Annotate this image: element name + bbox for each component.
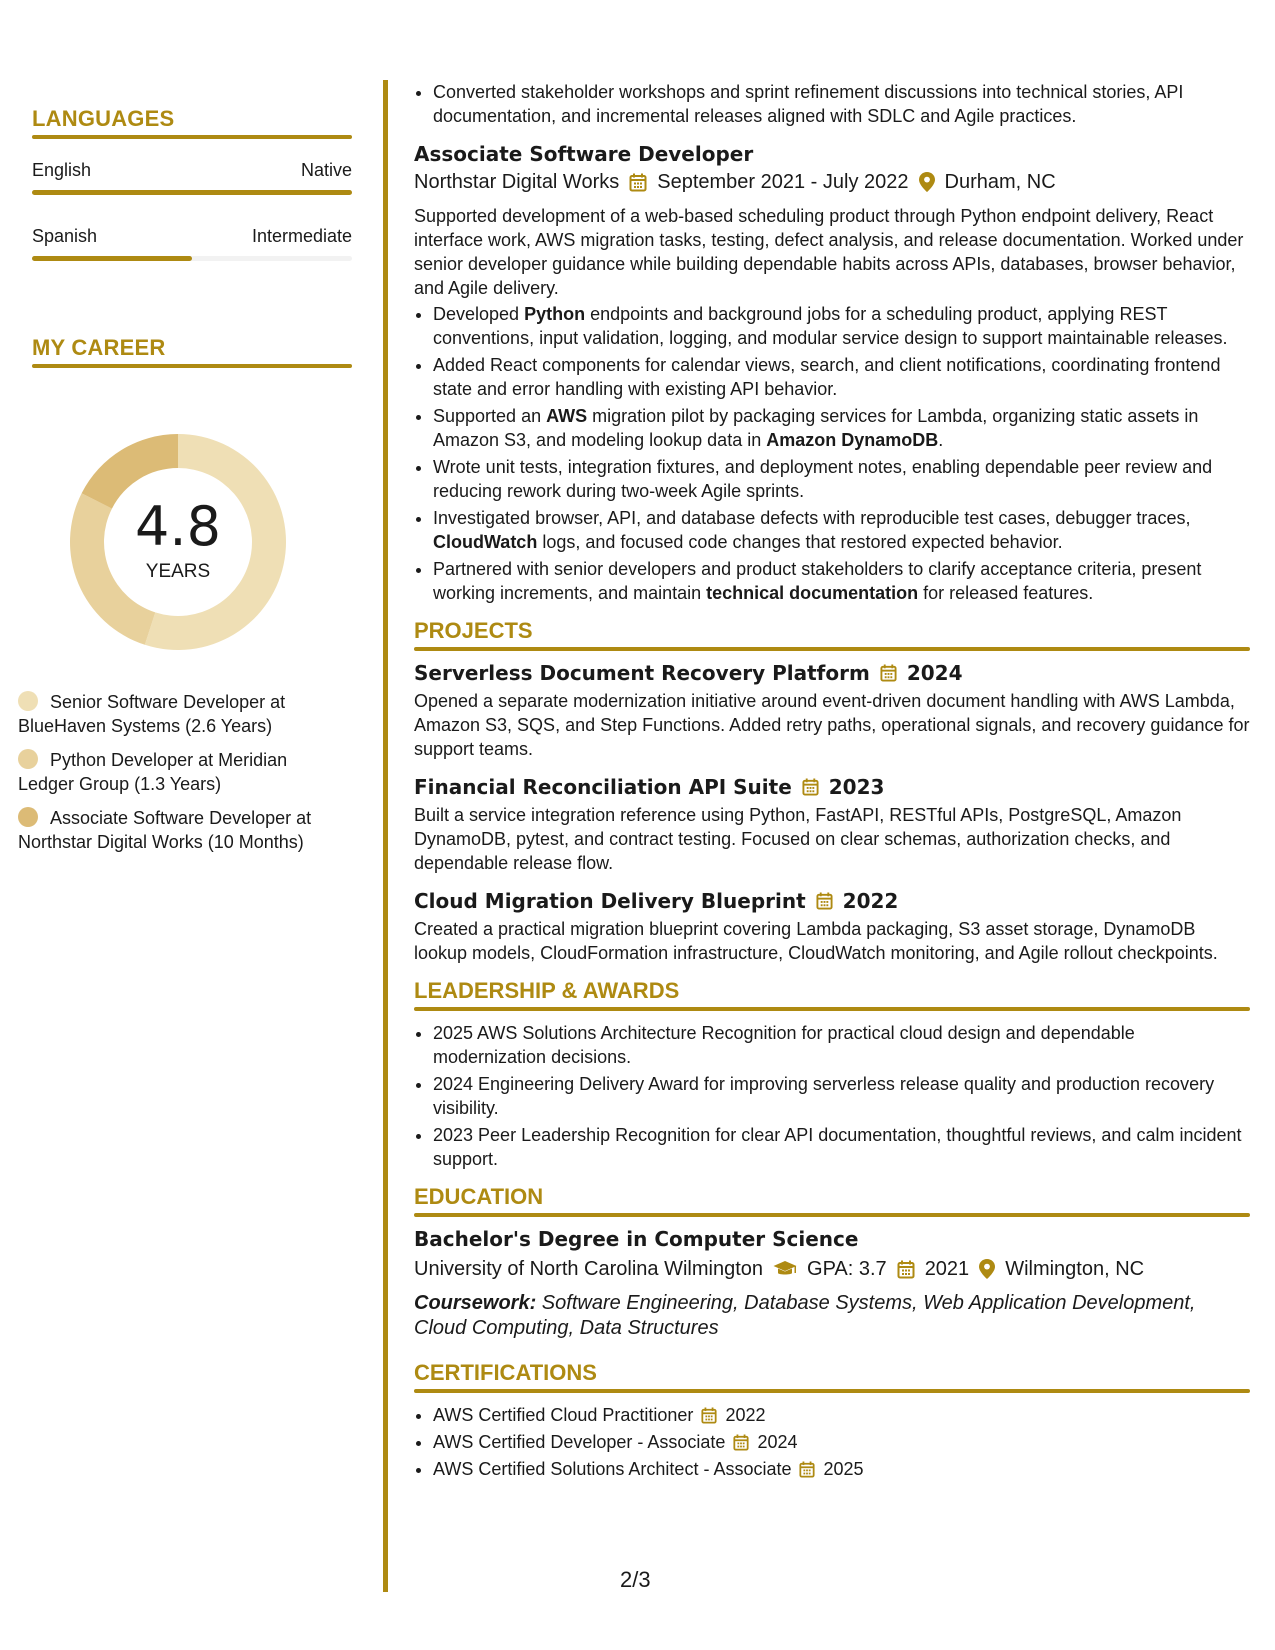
project-description: Created a practical migration blueprint covering Lambda packaging, S3 asset storage, DynamoDB lookup models, CloudFormation infrastructure, CloudWatch monitoring, and Agile rollout checkpoints. [414, 919, 1218, 963]
certifications-title: CERTIFICATIONS [414, 1360, 597, 1385]
award-item: • 2024 Engineering Delivery Award for improving serverless release quality and production recovery visibility. [433, 1072, 1250, 1120]
job-entry [414, 142, 1250, 605]
career-donut-chart [66, 430, 290, 654]
certification-year: 2025 [823, 1459, 864, 1479]
certification-name: • AWS Certified Developer - Associate [433, 1432, 726, 1452]
awards-section [414, 979, 1250, 1171]
language-name: English [32, 160, 92, 180]
language-bar-fill [32, 190, 352, 195]
bullet-text: Partnered with senior developers and product stakeholders to clarify acceptance criteria, present working increments, and maintain [433, 559, 1202, 603]
project-entry [414, 889, 1250, 965]
language-bar-spanish [32, 256, 352, 261]
graduation-year: 2021 [924, 1258, 970, 1280]
job-meta [414, 170, 1250, 194]
calendar-icon [629, 173, 647, 192]
bullet-highlight: technical documentation [706, 583, 919, 603]
bullet-text: Developed [433, 304, 525, 324]
project-entry [414, 775, 1250, 875]
certification-item [433, 1430, 1250, 1454]
awards-title: LEADERSHIP & AWARDS [414, 978, 680, 1003]
legend-dot [18, 807, 38, 827]
coursework-list: Software Engineering, Database Systems, Web Application Development, Cloud Computing, Data Structures [414, 1292, 1196, 1339]
awards-rule [414, 1007, 1250, 1011]
bullet-item [433, 404, 1250, 452]
project-year: 2023 [828, 775, 885, 799]
project-entry [414, 661, 1250, 761]
language-row-spanish [32, 226, 352, 247]
career-legend [18, 690, 318, 864]
school-location: Wilmington, NC [1005, 1258, 1145, 1280]
calendar-icon [733, 1434, 749, 1451]
language-bar-fill [32, 256, 192, 261]
projects-section [414, 619, 1250, 965]
career-legend-item [18, 748, 318, 796]
project-year: 2022 [842, 889, 899, 913]
calendar-icon [799, 1461, 815, 1478]
coursework [414, 1291, 1250, 1341]
bullet-item: • Converted stakeholder workshops and sprint refinement discussions into technical stories, API documentation, and incremental releases aligned with SDLC and Agile practices. [433, 80, 1250, 128]
job-company: Northstar Digital Works [414, 171, 620, 193]
certification-item [433, 1403, 1250, 1427]
bullet-highlight: CloudWatch [433, 532, 538, 552]
calendar-icon [816, 892, 833, 910]
legend-dot [18, 691, 38, 711]
language-level: Native [300, 160, 352, 180]
degree-title: Bachelor's Degree in Computer Science [414, 1227, 859, 1251]
project-name: Cloud Migration Delivery Blueprint [414, 889, 806, 913]
bullet-highlight: Amazon DynamoDB [766, 430, 939, 450]
bullet-item [433, 302, 1250, 350]
bullet-text: for released features. [918, 583, 1094, 603]
language-row-english [32, 160, 352, 181]
project-year: 2024 [906, 661, 963, 685]
bullet-text: migration pilot by packaging services for Lambda, organizing static assets in Amazon S3, and modeling lookup data in [433, 406, 1199, 450]
project-heading [414, 889, 1250, 913]
language-level: Intermediate [251, 226, 352, 246]
bullet-highlight: Python [524, 304, 586, 324]
career-title: MY CAREER [32, 335, 166, 360]
career-legend-label: Associate Software Developer at Northstar Digital Works (10 Months) [18, 808, 312, 852]
legend-dot [18, 749, 38, 769]
project-heading [414, 661, 1250, 685]
graduation-cap-icon [773, 1260, 797, 1278]
career-legend-item [18, 690, 318, 738]
bullet-highlight: AWS [546, 406, 588, 426]
bullet-text: . [938, 430, 944, 450]
job-location: Durham, NC [944, 171, 1056, 193]
career-total-value: 4.8 [135, 495, 221, 558]
project-name: Serverless Document Recovery Platform [414, 661, 870, 685]
awards-list [414, 1021, 1250, 1171]
career-rule [32, 364, 352, 368]
gpa: GPA: 3.7 [807, 1258, 887, 1280]
bullet-item [433, 506, 1250, 554]
job-dates: September 2021 - July 2022 [657, 171, 909, 193]
main-content [414, 80, 1250, 1484]
career-total-unit: YEARS [145, 561, 211, 582]
award-item: • 2025 AWS Solutions Architecture Recognition for practical cloud design and dependable modernization decisions. [433, 1021, 1250, 1069]
coursework-label: Coursework: [414, 1292, 537, 1314]
career-legend-item [18, 806, 318, 854]
education-section [414, 1185, 1250, 1341]
location-pin-icon [979, 1259, 995, 1279]
location-pin-icon [919, 172, 935, 192]
bullet-text: Investigated browser, API, and database defects with reproducible test cases, debugger traces, [433, 508, 1191, 528]
bullet-text: logs, and focused code changes that restored expected behavior. [537, 532, 1063, 552]
award-item: • 2023 Peer Leadership Recognition for clear API documentation, thoughtful reviews, and calm incident support. [433, 1123, 1250, 1171]
certification-year: 2022 [725, 1405, 766, 1425]
certification-item [433, 1457, 1250, 1481]
project-heading [414, 775, 1250, 799]
column-divider [383, 80, 388, 1592]
page-number: 2/3 [620, 1567, 651, 1592]
career-legend-label: Python Developer at Meridian Ledger Group (1.3 Years) [18, 750, 288, 794]
job-summary: Supported development of a web-based scheduling product through Python endpoint delivery, React interface work, AWS migration tasks, testing, defect analysis, and release documentation. Worked under senior developer guidance while building dependable habits across APIs, databases, browser behavior, and Agile delivery. [414, 206, 1244, 298]
bullet-text: Supported an [433, 406, 547, 426]
education-rule [414, 1213, 1250, 1217]
projects-title: PROJECTS [414, 618, 533, 643]
certifications-rule [414, 1389, 1250, 1393]
language-name: Spanish [32, 226, 98, 246]
certification-name: • AWS Certified Cloud Practitioner [433, 1405, 694, 1425]
project-description: Opened a separate modernization initiative around event-driven document handling with AWS Lambda, Amazon S3, SQS, and Step Functions. Added retry paths, operational signals, and recovery guidance for support teams. [414, 691, 1250, 759]
project-name: Financial Reconciliation API Suite [414, 775, 792, 799]
calendar-icon [802, 778, 819, 796]
projects-rule [414, 647, 1250, 651]
languages-rule [32, 135, 352, 139]
bullet-text: Wrote unit tests, integration fixtures, and deployment notes, enabling dependable peer review and reducing rework during two-week Agile sprints. [433, 457, 1213, 501]
calendar-icon [880, 664, 897, 682]
job-title: Associate Software Developer [414, 142, 754, 166]
bullet-item [433, 353, 1250, 401]
education-meta [414, 1257, 1250, 1281]
education-title: EDUCATION [414, 1184, 544, 1209]
certification-name: • AWS Certified Solutions Architect - Associate [433, 1459, 792, 1479]
previous-job-bullets [414, 80, 1250, 128]
job-bullets [414, 302, 1250, 605]
language-bar-english [32, 190, 352, 195]
calendar-icon [701, 1407, 717, 1424]
certifications-section [414, 1361, 1250, 1481]
bullet-text: Added React components for calendar views, search, and client notifications, coordinating frontend state and error handling with existing API behavior. [433, 355, 1221, 399]
bullet-item [433, 455, 1250, 503]
certification-year: 2024 [757, 1432, 798, 1452]
school-name: University of North Carolina Wilmington [414, 1258, 764, 1280]
languages-title: LANGUAGES [32, 106, 175, 131]
career-legend-label: Senior Software Developer at BlueHaven Systems (2.6 Years) [18, 692, 286, 736]
bullet-text: endpoints and background jobs for a scheduling product, applying REST conventions, input validation, logging, and modular service design to support maintainable releases. [433, 304, 1228, 348]
calendar-icon [897, 1260, 915, 1279]
bullet-item [433, 557, 1250, 605]
project-description: Built a service integration reference using Python, FastAPI, RESTful APIs, PostgreSQL, Amazon DynamoDB, pytest, and contract testing. Focused on clear schemas, authorization checks, and dependable release flow. [414, 805, 1182, 873]
certifications-list [414, 1403, 1250, 1481]
